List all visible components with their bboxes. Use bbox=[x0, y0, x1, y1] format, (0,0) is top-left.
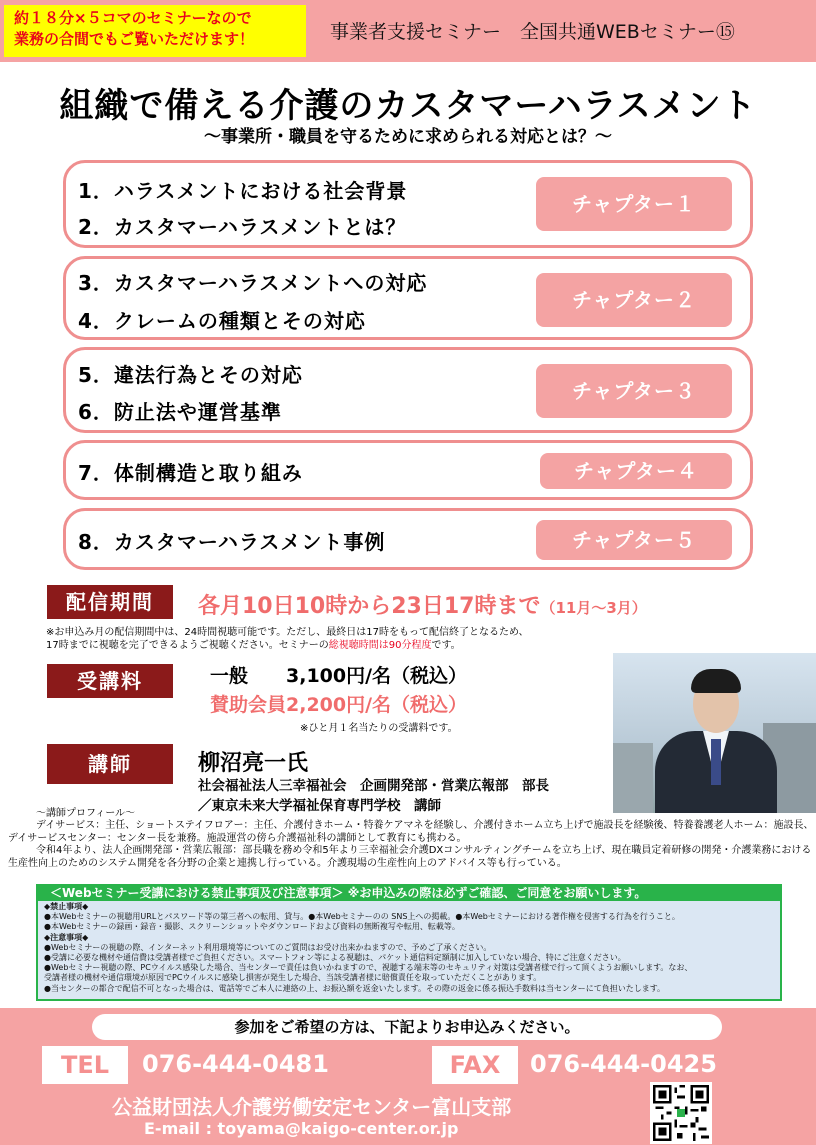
chapter-box-4 bbox=[63, 440, 753, 500]
period-text: 各月10日10時から23日17時まで bbox=[198, 594, 541, 619]
chapter-4-button[interactable]: チャプター４ bbox=[540, 453, 732, 489]
chapter-box-2 bbox=[63, 256, 753, 340]
notice-line-1: 約１８分×５コマのセミナーなので bbox=[14, 9, 252, 27]
warning-line: ●当センターの都合で配信不可となった場合は、電話等でご本人に連絡の上、お振込額を返金いたします。その際の返金に係る振込手数料は当センターにて負担いたします。 bbox=[44, 983, 666, 993]
lecturer-photo bbox=[613, 653, 816, 813]
qr-code-icon[interactable] bbox=[650, 1082, 712, 1144]
notice-line-2: 業務の合間でもご覧いただけます！ bbox=[14, 30, 255, 48]
notice-box bbox=[4, 5, 306, 57]
warnings-box bbox=[36, 884, 782, 1001]
tel-label: TEL bbox=[42, 1046, 128, 1084]
warning-line: ●本Webセミナーの録画・録音・撮影、スクリーンショットやダウンロードおよび資料の無断複写や転用、転載等。 bbox=[44, 922, 460, 932]
lecturer-name: 柳沼亮一氏 bbox=[198, 751, 309, 776]
chapter-box-3 bbox=[63, 347, 753, 433]
period-months: （11月～3月） bbox=[540, 599, 647, 617]
fee-general: 一般 3,100円/名（税込） bbox=[210, 665, 468, 687]
delivery-period bbox=[198, 589, 647, 620]
note-highlight: 総視聴時間は90分程度 bbox=[328, 640, 432, 651]
warning-line: ●受講に必要な機材や通信費は受講者様でご負担ください。スマートフォン等による視聴は、パケット通信料定額制に加入していない場合、特にご注意ください。 bbox=[44, 953, 626, 963]
chapter-item: 4．クレームの種類とその対応 bbox=[78, 309, 366, 333]
chapter-item: 8．カスタマーハラスメント事例 bbox=[78, 530, 386, 554]
fax-number: 076-444-0425 bbox=[530, 1050, 717, 1078]
fee-note: ※ひと月１名当たりの受講料です。 bbox=[300, 723, 458, 734]
delivery-note-1: ※お申込み月の配信期間中は、24時間視聴可能です。ただし、最終日は17時をもって配信終了となるため、 bbox=[46, 627, 529, 638]
page-subtitle: ～事業所・職員を守るために求められる対応とは？～ bbox=[204, 127, 612, 147]
fax-label: FAX bbox=[432, 1046, 518, 1084]
warnings-body bbox=[38, 901, 780, 994]
warning-line: ◆禁止事項◆ bbox=[44, 902, 89, 911]
profile-text-1: デイサービス：主任、ショートステイフロアー：主任、介護付きホーム・特養ケアマネを経験し、介護付きホーム立ち上げで施設長を経験後、特養養護老人ホーム：施設長、デイサービスセンター：センター長を兼務。施設運営の傍ら介護福祉科の講師として教育にも携わる。 bbox=[8, 820, 814, 844]
note-text: です。 bbox=[431, 640, 461, 651]
chapter-3-button[interactable]: チャプター３ bbox=[536, 364, 732, 418]
delivery-note-2 bbox=[46, 639, 461, 652]
warning-line: ◆注意事項◆ bbox=[44, 932, 89, 942]
warnings-heading: ＜Webセミナー受講における禁止事項及び注意事項＞ ※お申込みの際は必ずご確認、ご同意をお願いします。 bbox=[38, 886, 780, 901]
lecturer-profile bbox=[8, 808, 814, 870]
chapter-item: 2．カスタマーハラスメントとは？ bbox=[78, 215, 407, 239]
lecturer-label: 講師 bbox=[47, 744, 173, 784]
lecturer-affiliation-2: ／東京未来大学福祉保育専門学校 講師 bbox=[198, 798, 441, 814]
organization-name: 公益財団法人介護労働安定センター富山支部 bbox=[112, 1095, 512, 1119]
chapter-item: 1．ハラスメントにおける社会背景 bbox=[78, 179, 408, 203]
page-title: 組織で備える介護のカスタマーハラスメント bbox=[59, 86, 757, 126]
chapter-item: 6．防止法や運営基準 bbox=[78, 400, 282, 424]
delivery-label: 配信期間 bbox=[47, 585, 173, 619]
chapter-1-button[interactable]: チャプター１ bbox=[536, 177, 732, 231]
chapter-box-5 bbox=[63, 508, 753, 570]
email-address[interactable]: E-mail : toyama@kaigo-center.or.jp bbox=[144, 1119, 459, 1138]
series-title: 事業者支援セミナー 全国共通WEBセミナー⑮ bbox=[330, 21, 735, 43]
warning-line: ●Webセミナー視聴の際、PCウイルス感染した場合、当センターで責任は負いかねますので、視聴する端末等のセキュリティ対策は受講者様で行って頂くようお願いします。なお、 bbox=[44, 963, 693, 973]
chapter-box-1 bbox=[63, 160, 753, 248]
chapter-item: 5．違法行為とその対応 bbox=[78, 363, 303, 387]
profile-text-2: 令和4年より、法人企画開発部・営業広報部：部長職を務め令和5年より三幸福祉会介護DXコンサルティングチームを立ち上げ、現在職員定着研修の開発・介護業務における生産性向上のためのシステム開発を各分野の企業と連携し行っている。介護現場の生産性向上のアドバイス等も行っている。 bbox=[8, 845, 812, 869]
fee-label: 受講料 bbox=[47, 664, 173, 698]
profile-heading: ～講師プロフィール～ bbox=[36, 808, 135, 819]
fee-supporting: 賛助会員2,200円/名（税込） bbox=[210, 694, 468, 716]
warning-line: ●本Webセミナーの視聴用URLとパスワード等の第三者への転用、貸与。●本Webセミナーのの SNS上への掲載。●本Webセミナーにおける著作権を侵害する行為を行うこと。 bbox=[44, 912, 680, 922]
apply-banner: 参加をご希望の方は、下記よりお申込みください。 bbox=[92, 1014, 722, 1040]
chapter-item: 7．体制構造と取り組み bbox=[78, 461, 303, 485]
chapter-5-button[interactable]: チャプター５ bbox=[536, 520, 732, 560]
warning-line: ●Webセミナーの視聴の際、インターネット利用環境等についてのご質問はお受け出来かねますので、予めご了承ください。 bbox=[44, 942, 492, 952]
lecturer-affiliation-1: 社会福祉法人三幸福祉会 企画開発部・営業広報部 部長 bbox=[198, 778, 549, 794]
tel-number[interactable]: 076-444-0481 bbox=[142, 1050, 329, 1078]
chapter-item: 3．カスタマーハラスメントへの対応 bbox=[78, 271, 428, 295]
warning-line: 受講者様の機材や通信環境が原因でPCウイルスに感染し損害が発生した場合、当該受講者様に賠償責任を取っていただくことがあります。 bbox=[44, 973, 542, 983]
chapter-2-button[interactable]: チャプター２ bbox=[536, 273, 732, 327]
note-text: 17時までに視聴を完了できるようご視聴ください。セミナーの bbox=[46, 640, 329, 651]
